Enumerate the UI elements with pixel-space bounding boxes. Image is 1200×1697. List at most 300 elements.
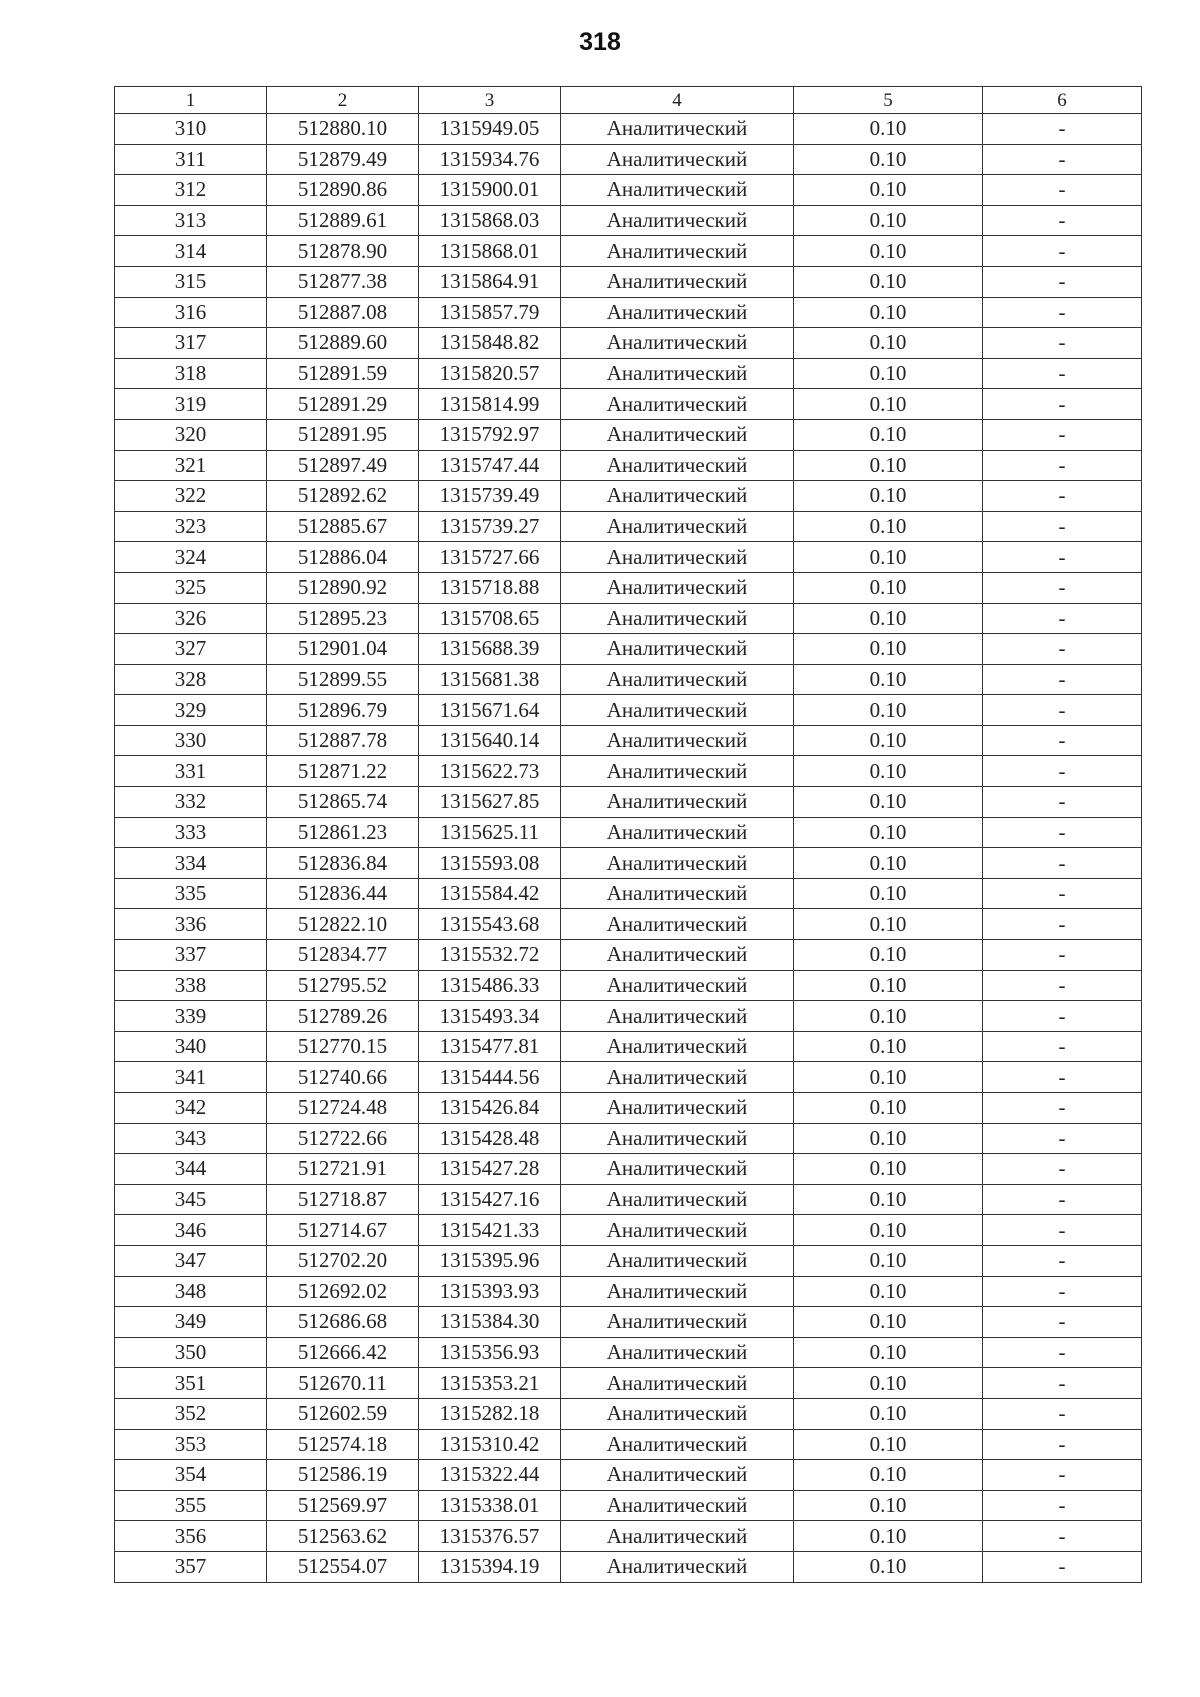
method-cell: Аналитический (561, 634, 794, 665)
x-coordinate-cell: 512879.49 (267, 144, 419, 175)
accuracy-cell: 0.10 (794, 1337, 983, 1368)
accuracy-cell: 0.10 (794, 1307, 983, 1338)
x-coordinate-cell: 512895.23 (267, 603, 419, 634)
y-coordinate-cell: 1315421.33 (419, 1215, 561, 1246)
table-row (115, 725, 1142, 756)
table-row (115, 1245, 1142, 1276)
x-coordinate-cell: 512901.04 (267, 634, 419, 665)
x-coordinate-cell: 512569.97 (267, 1490, 419, 1521)
point-number-cell: 315 (115, 266, 267, 297)
point-number-cell: 338 (115, 970, 267, 1001)
point-number-cell: 353 (115, 1429, 267, 1460)
accuracy-cell: 0.10 (794, 419, 983, 450)
accuracy-cell: 0.10 (794, 481, 983, 512)
accuracy-cell: 0.10 (794, 205, 983, 236)
y-coordinate-cell: 1315493.34 (419, 1001, 561, 1032)
coordinates-table (114, 86, 1142, 1583)
table-row (115, 114, 1142, 145)
method-cell: Аналитический (561, 817, 794, 848)
point-number-cell: 340 (115, 1031, 267, 1062)
method-cell: Аналитический (561, 909, 794, 940)
method-cell: Аналитический (561, 1490, 794, 1521)
description-cell: - (983, 634, 1142, 665)
accuracy-cell: 0.10 (794, 511, 983, 542)
method-cell: Аналитический (561, 175, 794, 206)
table-row (115, 1490, 1142, 1521)
y-coordinate-cell: 1315393.93 (419, 1276, 561, 1307)
y-coordinate-cell: 1315384.30 (419, 1307, 561, 1338)
point-number-cell: 319 (115, 389, 267, 420)
y-coordinate-cell: 1315868.03 (419, 205, 561, 236)
point-number-cell: 346 (115, 1215, 267, 1246)
description-cell: - (983, 328, 1142, 359)
description-cell: - (983, 664, 1142, 695)
table-row (115, 1154, 1142, 1185)
x-coordinate-cell: 512836.44 (267, 878, 419, 909)
method-cell: Аналитический (561, 144, 794, 175)
accuracy-cell: 0.10 (794, 1490, 983, 1521)
y-coordinate-cell: 1315681.38 (419, 664, 561, 695)
table-row (115, 266, 1142, 297)
accuracy-cell: 0.10 (794, 1001, 983, 1032)
description-cell: - (983, 542, 1142, 573)
accuracy-cell: 0.10 (794, 603, 983, 634)
y-coordinate-cell: 1315934.76 (419, 144, 561, 175)
x-coordinate-cell: 512880.10 (267, 114, 419, 145)
point-number-cell: 316 (115, 297, 267, 328)
method-cell: Аналитический (561, 419, 794, 450)
accuracy-cell: 0.10 (794, 878, 983, 909)
description-cell: - (983, 603, 1142, 634)
point-number-cell: 322 (115, 481, 267, 512)
description-cell: - (983, 358, 1142, 389)
method-cell: Аналитический (561, 358, 794, 389)
method-cell: Аналитический (561, 205, 794, 236)
table-row (115, 1398, 1142, 1429)
point-number-cell: 339 (115, 1001, 267, 1032)
table-row (115, 542, 1142, 573)
method-cell: Аналитический (561, 970, 794, 1001)
description-cell: - (983, 1429, 1142, 1460)
accuracy-cell: 0.10 (794, 1245, 983, 1276)
point-number-cell: 350 (115, 1337, 267, 1368)
method-cell: Аналитический (561, 389, 794, 420)
point-number-cell: 318 (115, 358, 267, 389)
table-row (115, 1368, 1142, 1399)
method-cell: Аналитический (561, 603, 794, 634)
table-row (115, 389, 1142, 420)
y-coordinate-cell: 1315486.33 (419, 970, 561, 1001)
description-cell: - (983, 848, 1142, 879)
table-row (115, 1521, 1142, 1552)
column-header: 1 (115, 87, 267, 114)
method-cell: Аналитический (561, 1521, 794, 1552)
accuracy-cell: 0.10 (794, 114, 983, 145)
x-coordinate-cell: 512721.91 (267, 1154, 419, 1185)
table-row (115, 664, 1142, 695)
accuracy-cell: 0.10 (794, 1521, 983, 1552)
y-coordinate-cell: 1315395.96 (419, 1245, 561, 1276)
y-coordinate-cell: 1315718.88 (419, 572, 561, 603)
description-cell: - (983, 878, 1142, 909)
point-number-cell: 341 (115, 1062, 267, 1093)
accuracy-cell: 0.10 (794, 634, 983, 665)
y-coordinate-cell: 1315310.42 (419, 1429, 561, 1460)
description-cell: - (983, 817, 1142, 848)
y-coordinate-cell: 1315376.57 (419, 1521, 561, 1552)
y-coordinate-cell: 1315640.14 (419, 725, 561, 756)
x-coordinate-cell: 512714.67 (267, 1215, 419, 1246)
table-row (115, 1215, 1142, 1246)
x-coordinate-cell: 512574.18 (267, 1429, 419, 1460)
point-number-cell: 323 (115, 511, 267, 542)
method-cell: Аналитический (561, 848, 794, 879)
point-number-cell: 337 (115, 940, 267, 971)
table-row (115, 634, 1142, 665)
point-number-cell: 329 (115, 695, 267, 726)
table-row (115, 1337, 1142, 1368)
description-cell: - (983, 1031, 1142, 1062)
point-number-cell: 327 (115, 634, 267, 665)
x-coordinate-cell: 512889.60 (267, 328, 419, 359)
x-coordinate-cell: 512670.11 (267, 1368, 419, 1399)
point-number-cell: 333 (115, 817, 267, 848)
x-coordinate-cell: 512892.62 (267, 481, 419, 512)
y-coordinate-cell: 1315949.05 (419, 114, 561, 145)
description-cell: - (983, 572, 1142, 603)
description-cell: - (983, 695, 1142, 726)
y-coordinate-cell: 1315857.79 (419, 297, 561, 328)
y-coordinate-cell: 1315584.42 (419, 878, 561, 909)
accuracy-cell: 0.10 (794, 725, 983, 756)
table-row (115, 481, 1142, 512)
point-number-cell: 351 (115, 1368, 267, 1399)
accuracy-cell: 0.10 (794, 1154, 983, 1185)
table-row (115, 328, 1142, 359)
description-cell: - (983, 1093, 1142, 1124)
description-cell: - (983, 1154, 1142, 1185)
y-coordinate-cell: 1315593.08 (419, 848, 561, 879)
description-cell: - (983, 1551, 1142, 1582)
y-coordinate-cell: 1315322.44 (419, 1460, 561, 1491)
x-coordinate-cell: 512878.90 (267, 236, 419, 267)
y-coordinate-cell: 1315739.49 (419, 481, 561, 512)
method-cell: Аналитический (561, 1245, 794, 1276)
y-coordinate-cell: 1315426.84 (419, 1093, 561, 1124)
method-cell: Аналитический (561, 328, 794, 359)
accuracy-cell: 0.10 (794, 236, 983, 267)
x-coordinate-cell: 512889.61 (267, 205, 419, 236)
table-header-row (115, 87, 1142, 114)
point-number-cell: 336 (115, 909, 267, 940)
method-cell: Аналитический (561, 450, 794, 481)
description-cell: - (983, 1062, 1142, 1093)
description-cell: - (983, 1490, 1142, 1521)
description-cell: - (983, 970, 1142, 1001)
x-coordinate-cell: 512890.92 (267, 572, 419, 603)
table-row (115, 756, 1142, 787)
description-cell: - (983, 909, 1142, 940)
accuracy-cell: 0.10 (794, 1368, 983, 1399)
description-cell: - (983, 1276, 1142, 1307)
accuracy-cell: 0.10 (794, 389, 983, 420)
point-number-cell: 345 (115, 1184, 267, 1215)
table-row (115, 450, 1142, 481)
column-header: 5 (794, 87, 983, 114)
accuracy-cell: 0.10 (794, 970, 983, 1001)
point-number-cell: 355 (115, 1490, 267, 1521)
point-number-cell: 317 (115, 328, 267, 359)
point-number-cell: 330 (115, 725, 267, 756)
description-cell: - (983, 940, 1142, 971)
point-number-cell: 356 (115, 1521, 267, 1552)
description-cell: - (983, 1521, 1142, 1552)
table-row (115, 1429, 1142, 1460)
method-cell: Аналитический (561, 1460, 794, 1491)
method-cell: Аналитический (561, 542, 794, 573)
accuracy-cell: 0.10 (794, 297, 983, 328)
x-coordinate-cell: 512722.66 (267, 1123, 419, 1154)
y-coordinate-cell: 1315688.39 (419, 634, 561, 665)
x-coordinate-cell: 512887.78 (267, 725, 419, 756)
method-cell: Аналитический (561, 695, 794, 726)
point-number-cell: 344 (115, 1154, 267, 1185)
x-coordinate-cell: 512692.02 (267, 1276, 419, 1307)
x-coordinate-cell: 512877.38 (267, 266, 419, 297)
y-coordinate-cell: 1315282.18 (419, 1398, 561, 1429)
x-coordinate-cell: 512897.49 (267, 450, 419, 481)
method-cell: Аналитический (561, 1184, 794, 1215)
x-coordinate-cell: 512718.87 (267, 1184, 419, 1215)
table-row (115, 175, 1142, 206)
description-cell: - (983, 725, 1142, 756)
description-cell: - (983, 1368, 1142, 1399)
y-coordinate-cell: 1315627.85 (419, 787, 561, 818)
accuracy-cell: 0.10 (794, 1062, 983, 1093)
table-row (115, 1184, 1142, 1215)
table-row (115, 1093, 1142, 1124)
x-coordinate-cell: 512554.07 (267, 1551, 419, 1582)
page-number: 318 (579, 28, 621, 56)
point-number-cell: 325 (115, 572, 267, 603)
accuracy-cell: 0.10 (794, 1123, 983, 1154)
method-cell: Аналитический (561, 1001, 794, 1032)
x-coordinate-cell: 512702.20 (267, 1245, 419, 1276)
table-row (115, 940, 1142, 971)
x-coordinate-cell: 512795.52 (267, 970, 419, 1001)
description-cell: - (983, 236, 1142, 267)
accuracy-cell: 0.10 (794, 175, 983, 206)
accuracy-cell: 0.10 (794, 940, 983, 971)
method-cell: Аналитический (561, 1215, 794, 1246)
description-cell: - (983, 1245, 1142, 1276)
x-coordinate-cell: 512586.19 (267, 1460, 419, 1491)
table-row (115, 1276, 1142, 1307)
description-cell: - (983, 481, 1142, 512)
accuracy-cell: 0.10 (794, 358, 983, 389)
method-cell: Аналитический (561, 572, 794, 603)
table-row (115, 205, 1142, 236)
y-coordinate-cell: 1315868.01 (419, 236, 561, 267)
method-cell: Аналитический (561, 1398, 794, 1429)
accuracy-cell: 0.10 (794, 1215, 983, 1246)
description-cell: - (983, 389, 1142, 420)
accuracy-cell: 0.10 (794, 144, 983, 175)
x-coordinate-cell: 512865.74 (267, 787, 419, 818)
point-number-cell: 332 (115, 787, 267, 818)
table-row (115, 970, 1142, 1001)
point-number-cell: 320 (115, 419, 267, 450)
x-coordinate-cell: 512891.29 (267, 389, 419, 420)
description-cell: - (983, 175, 1142, 206)
y-coordinate-cell: 1315532.72 (419, 940, 561, 971)
point-number-cell: 357 (115, 1551, 267, 1582)
table-row (115, 572, 1142, 603)
method-cell: Аналитический (561, 1276, 794, 1307)
y-coordinate-cell: 1315477.81 (419, 1031, 561, 1062)
method-cell: Аналитический (561, 1337, 794, 1368)
method-cell: Аналитический (561, 940, 794, 971)
accuracy-cell: 0.10 (794, 572, 983, 603)
method-cell: Аналитический (561, 1429, 794, 1460)
point-number-cell: 328 (115, 664, 267, 695)
table-row (115, 297, 1142, 328)
point-number-cell: 352 (115, 1398, 267, 1429)
accuracy-cell: 0.10 (794, 1551, 983, 1582)
table-row (115, 787, 1142, 818)
y-coordinate-cell: 1315427.16 (419, 1184, 561, 1215)
x-coordinate-cell: 512602.59 (267, 1398, 419, 1429)
y-coordinate-cell: 1315338.01 (419, 1490, 561, 1521)
method-cell: Аналитический (561, 266, 794, 297)
accuracy-cell: 0.10 (794, 1184, 983, 1215)
description-cell: - (983, 205, 1142, 236)
point-number-cell: 342 (115, 1093, 267, 1124)
method-cell: Аналитический (561, 878, 794, 909)
x-coordinate-cell: 512899.55 (267, 664, 419, 695)
point-number-cell: 311 (115, 144, 267, 175)
accuracy-cell: 0.10 (794, 542, 983, 573)
description-cell: - (983, 1337, 1142, 1368)
y-coordinate-cell: 1315353.21 (419, 1368, 561, 1399)
y-coordinate-cell: 1315864.91 (419, 266, 561, 297)
method-cell: Аналитический (561, 664, 794, 695)
description-cell: - (983, 1123, 1142, 1154)
x-coordinate-cell: 512896.79 (267, 695, 419, 726)
y-coordinate-cell: 1315747.44 (419, 450, 561, 481)
method-cell: Аналитический (561, 725, 794, 756)
description-cell: - (983, 1307, 1142, 1338)
accuracy-cell: 0.10 (794, 450, 983, 481)
x-coordinate-cell: 512891.95 (267, 419, 419, 450)
table-row (115, 1062, 1142, 1093)
y-coordinate-cell: 1315543.68 (419, 909, 561, 940)
method-cell: Аналитический (561, 1551, 794, 1582)
accuracy-cell: 0.10 (794, 1398, 983, 1429)
description-cell: - (983, 511, 1142, 542)
table-row (115, 511, 1142, 542)
accuracy-cell: 0.10 (794, 1276, 983, 1307)
y-coordinate-cell: 1315394.19 (419, 1551, 561, 1582)
table-row (115, 419, 1142, 450)
accuracy-cell: 0.10 (794, 1093, 983, 1124)
x-coordinate-cell: 512886.04 (267, 542, 419, 573)
accuracy-cell: 0.10 (794, 1460, 983, 1491)
description-cell: - (983, 114, 1142, 145)
x-coordinate-cell: 512740.66 (267, 1062, 419, 1093)
description-cell: - (983, 1460, 1142, 1491)
description-cell: - (983, 787, 1142, 818)
column-header: 3 (419, 87, 561, 114)
y-coordinate-cell: 1315848.82 (419, 328, 561, 359)
point-number-cell: 312 (115, 175, 267, 206)
point-number-cell: 354 (115, 1460, 267, 1491)
method-cell: Аналитический (561, 1093, 794, 1124)
table-row (115, 695, 1142, 726)
table-row (115, 1123, 1142, 1154)
x-coordinate-cell: 512770.15 (267, 1031, 419, 1062)
x-coordinate-cell: 512789.26 (267, 1001, 419, 1032)
y-coordinate-cell: 1315444.56 (419, 1062, 561, 1093)
accuracy-cell: 0.10 (794, 787, 983, 818)
description-cell: - (983, 266, 1142, 297)
x-coordinate-cell: 512890.86 (267, 175, 419, 206)
method-cell: Аналитический (561, 1307, 794, 1338)
x-coordinate-cell: 512891.59 (267, 358, 419, 389)
y-coordinate-cell: 1315427.28 (419, 1154, 561, 1185)
table-body (115, 87, 1142, 1583)
table-row (115, 909, 1142, 940)
description-cell: - (983, 450, 1142, 481)
description-cell: - (983, 1398, 1142, 1429)
accuracy-cell: 0.10 (794, 909, 983, 940)
y-coordinate-cell: 1315814.99 (419, 389, 561, 420)
x-coordinate-cell: 512861.23 (267, 817, 419, 848)
y-coordinate-cell: 1315900.01 (419, 175, 561, 206)
table-row (115, 603, 1142, 634)
y-coordinate-cell: 1315625.11 (419, 817, 561, 848)
description-cell: - (983, 756, 1142, 787)
table-row (115, 358, 1142, 389)
y-coordinate-cell: 1315428.48 (419, 1123, 561, 1154)
method-cell: Аналитический (561, 1031, 794, 1062)
table-row (115, 848, 1142, 879)
accuracy-cell: 0.10 (794, 328, 983, 359)
method-cell: Аналитический (561, 297, 794, 328)
point-number-cell: 324 (115, 542, 267, 573)
table-row (115, 1307, 1142, 1338)
description-cell: - (983, 1001, 1142, 1032)
point-number-cell: 334 (115, 848, 267, 879)
x-coordinate-cell: 512836.84 (267, 848, 419, 879)
column-header: 2 (267, 87, 419, 114)
y-coordinate-cell: 1315356.93 (419, 1337, 561, 1368)
method-cell: Аналитический (561, 1368, 794, 1399)
x-coordinate-cell: 512666.42 (267, 1337, 419, 1368)
method-cell: Аналитический (561, 787, 794, 818)
method-cell: Аналитический (561, 1123, 794, 1154)
point-number-cell: 310 (115, 114, 267, 145)
y-coordinate-cell: 1315792.97 (419, 419, 561, 450)
y-coordinate-cell: 1315820.57 (419, 358, 561, 389)
table-row (115, 878, 1142, 909)
x-coordinate-cell: 512887.08 (267, 297, 419, 328)
method-cell: Аналитический (561, 756, 794, 787)
point-number-cell: 343 (115, 1123, 267, 1154)
point-number-cell: 349 (115, 1307, 267, 1338)
accuracy-cell: 0.10 (794, 817, 983, 848)
table-row (115, 236, 1142, 267)
